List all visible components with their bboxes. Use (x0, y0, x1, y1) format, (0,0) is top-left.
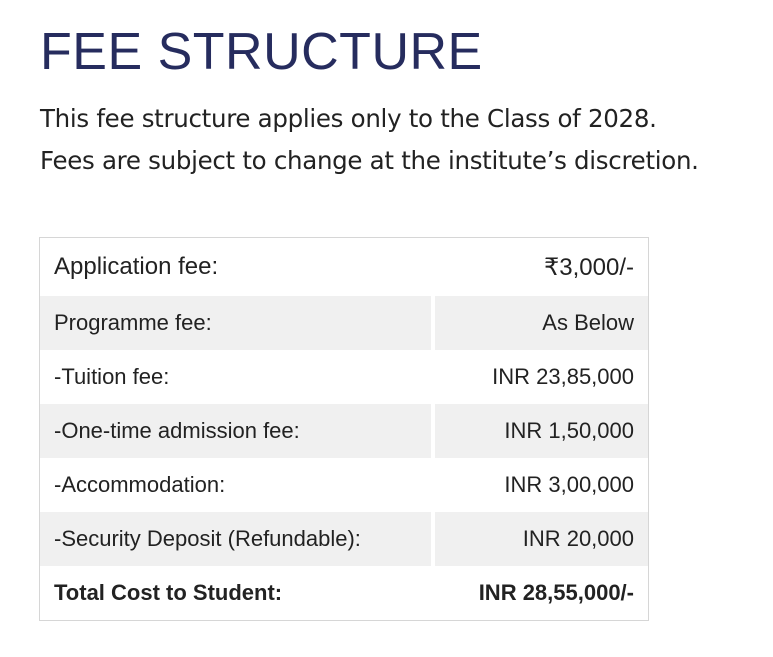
fee-label: -Accommodation: (54, 472, 226, 497)
fee-label: -Security Deposit (Refundable): (40, 512, 435, 566)
fee-value: INR 23,85,000 (492, 364, 634, 389)
fee-row-programme (40, 296, 648, 350)
fee-row-accommodation (40, 458, 648, 512)
fee-row-admission (40, 404, 648, 458)
fee-value: INR 3,00,000 (504, 472, 634, 497)
intro-line: This fee structure applies only to the Class of 2028. (40, 104, 657, 133)
fee-row-total (40, 566, 648, 620)
page-title: FEE STRUCTURE (40, 23, 483, 81)
fee-row-security-deposit (40, 512, 648, 566)
intro-text (40, 98, 760, 182)
fee-table (39, 237, 649, 621)
fee-label: Application fee: (54, 253, 219, 280)
fee-label: -Tuition fee: (54, 364, 170, 389)
fee-label: Programme fee: (40, 296, 435, 350)
fee-label: -One-time admission fee: (40, 404, 435, 458)
total-value: INR 28,55,000/- (478, 580, 634, 605)
total-label: Total Cost to Student: (54, 580, 283, 605)
fee-row-tuition (40, 350, 648, 404)
fee-value: INR 1,50,000 (435, 404, 648, 458)
intro-line: Fees are subject to change at the institute’s discretion. (40, 146, 699, 175)
fee-value: ₹3,000/- (544, 253, 634, 281)
fee-row-application (40, 238, 648, 296)
fee-value: As Below (435, 296, 648, 350)
fee-value: INR 20,000 (435, 512, 648, 566)
